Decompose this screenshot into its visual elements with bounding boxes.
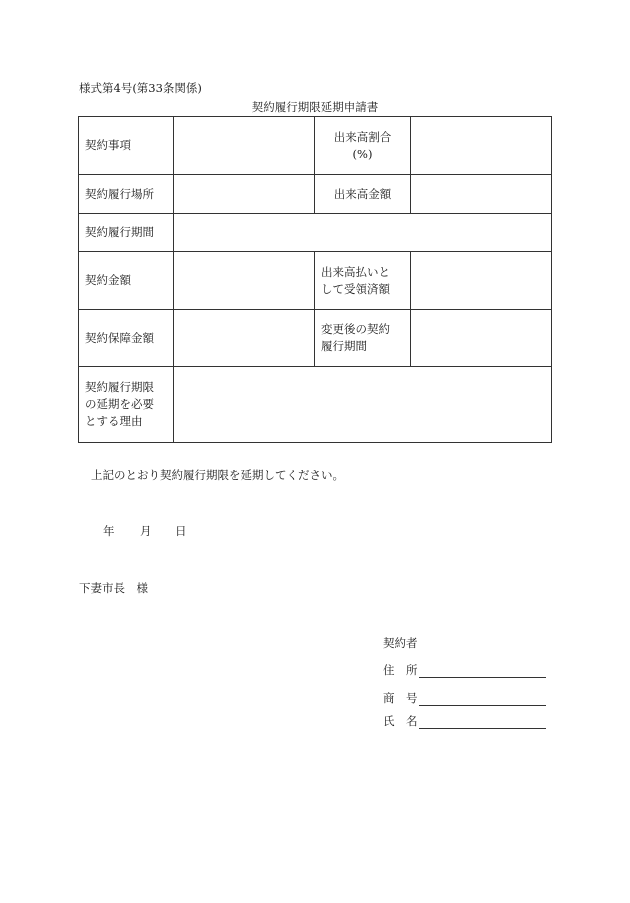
name-line[interactable] [419,715,546,729]
value-contract-amount[interactable] [174,252,315,310]
trade-name-label: 商 号 [383,691,418,705]
table-row [79,175,552,214]
value-extension-reason[interactable] [174,367,552,443]
application-table [78,116,552,443]
label-received-amount [315,252,411,310]
contractor-address-row [383,662,546,678]
label-line: の延期を必要 [85,397,154,411]
document-title: 契約履行期限延期申請書 [251,100,379,114]
date-year: 年 [103,524,115,538]
value-received-amount[interactable] [411,252,552,310]
table-row [79,214,552,252]
table-row [79,367,552,443]
label-line: 出来高割合 [333,129,392,144]
request-statement: 上記のとおり契約履行期限を延期してください。 [91,468,344,482]
label-contract-period: 契約履行期間 [79,214,174,252]
form-number: 様式第4号(第33条関係) [79,81,202,95]
value-revised-period[interactable] [411,310,552,367]
address-label: 住 所 [383,663,418,677]
label-guarantee-amount: 契約保障金額 [79,310,174,367]
label-line: 契約履行期限 [85,380,154,394]
addressee: 下妻市長 様 [79,581,148,595]
label-revised-period [315,310,411,367]
value-contract-location[interactable] [174,175,315,214]
label-completion-amount [315,175,411,214]
label-line: 履行期間 [321,339,367,353]
label-line: 出来高金額 [333,186,392,201]
label-line: とする理由 [85,414,143,428]
label-contract-amount: 契約金額 [79,252,174,310]
value-completion-ratio[interactable] [411,117,552,175]
contractor-heading: 契約者 [383,636,418,650]
table-row [79,252,552,310]
address-line[interactable] [419,664,546,678]
contractor-name-row [383,713,546,729]
label-line: 変更後の契約 [321,322,390,336]
label-contract-location: 契約履行場所 [79,175,174,214]
label-completion-ratio [315,117,411,175]
trade-name-line[interactable] [419,692,546,706]
date-line [103,523,187,539]
name-label: 氏 名 [383,714,418,728]
date-day: 日 [175,524,187,538]
table-row [79,310,552,367]
date-month: 月 [140,524,152,538]
label-line: (%) [352,146,373,161]
label-extension-reason [79,367,174,443]
value-guarantee-amount[interactable] [174,310,315,367]
value-contract-period[interactable] [174,214,552,252]
value-contract-item[interactable] [174,117,315,175]
label-contract-item: 契約事項 [79,117,174,175]
label-line: 出来高払いと [321,264,390,279]
table-row [79,117,552,175]
value-completion-amount[interactable] [411,175,552,214]
contractor-trade-name-row [383,690,546,706]
label-line: して受領済額 [321,281,390,296]
